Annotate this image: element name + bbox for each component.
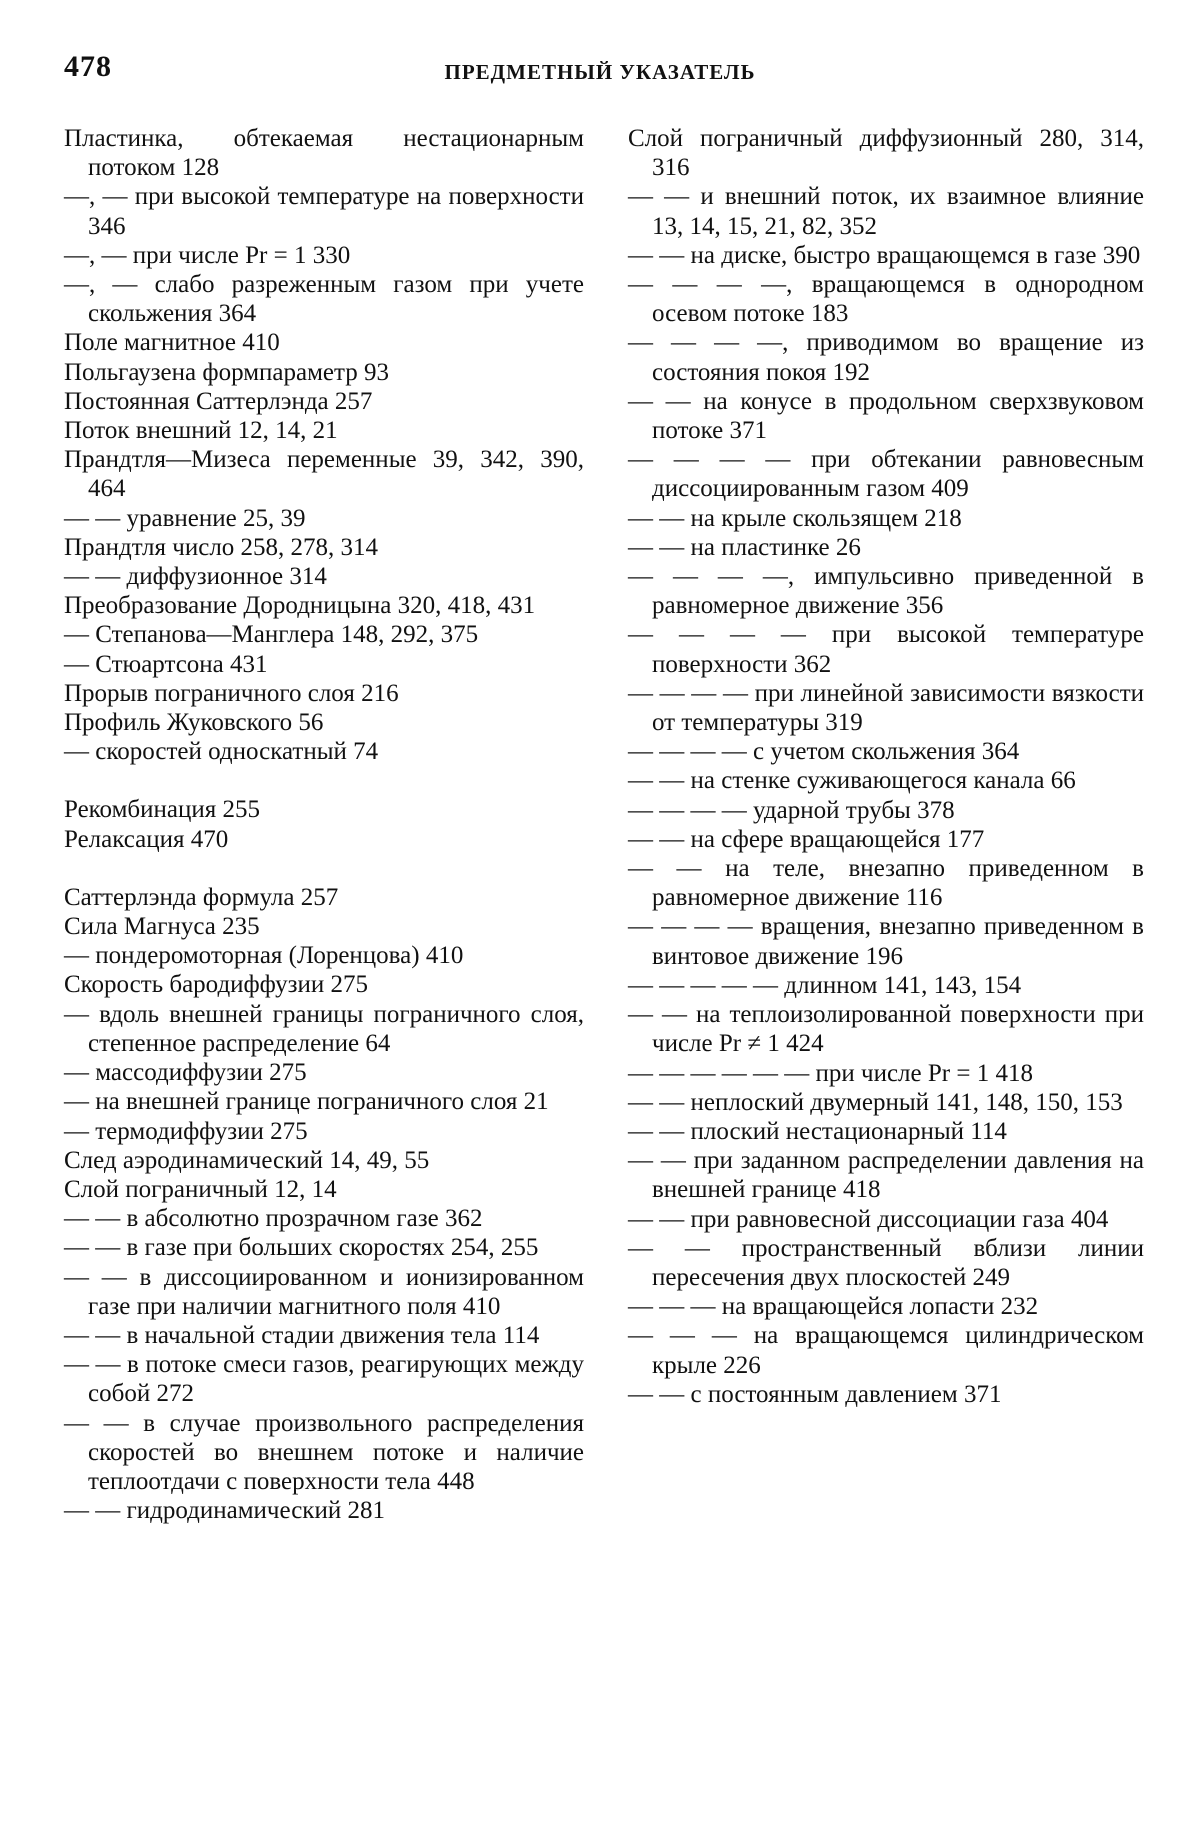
index-column-right [628,124,1144,1409]
index-entry: — — в случае произвольного распределения скоростей во внешнем потоке и наличие теплоотдачи с поверхности тела 448 [64,1409,584,1495]
index-entry: — — на сфере вращающейся 177 [628,825,985,853]
index-entry: След аэродинамический 14, 49, 55 [64,1146,430,1174]
index-entry: — — на теплоизолированной поверхности при числе Pr ≠ 1 424 [628,1001,1144,1058]
index-entry: — вдоль внешней границы пограничного слоя, степенное распределение 64 [64,1000,584,1057]
index-entry: — — при равновесной диссоциации газа 404 [628,1205,1109,1233]
index-entry: — — — — при высокой температуре поверхности 362 [628,621,1144,678]
index-entry: Прандтля число 258, 278, 314 [64,533,379,561]
index-entry: — — и внешний поток, их взаимное влияние 13, 14, 15, 21, 82, 352 [628,183,1144,240]
index-entry: — — пространственный вблизи линии пересечения двух плоскостей 249 [628,1234,1144,1291]
index-entry: —, — при числе Pr = 1 330 [64,241,351,269]
index-entry: — — в абсолютно прозрачном газе 362 [64,1205,483,1233]
index-entry: Релаксация 470 [64,825,229,853]
index-entry: Преобразование Дородницына 320, 418, 431 [64,592,536,620]
index-entry: Скорость бародиффузии 275 [64,971,369,999]
index-entry: —, — слабо разреженным газом при учете скольжения 364 [64,271,584,328]
index-entry: Слой пограничный диффузионный 280, 314, 316 [628,125,1144,182]
index-entry: Профиль Жуковского 56 [64,709,324,737]
index-column-left [64,124,584,1525]
index-entry: — — на теле, внезапно приведенном в равномерное движение 116 [628,855,1144,912]
index-entry: — — в газе при больших скоростях 254, 255 [64,1234,539,1262]
index-entry: — — — —, вращающемся в однородном осевом потоке 183 [628,271,1144,328]
index-entry: — — в потоке смеси газов, реагирующих между собой 272 [64,1351,584,1408]
index-entry: — Степанова—Манглера 148, 292, 375 [64,621,479,649]
index-entry: Постоянная Саттерлэнда 257 [64,387,373,415]
index-entry: — — — — — — при числе Pr = 1 418 [628,1059,1033,1087]
index-entry: — — — на вращающейся лопасти 232 [628,1293,1039,1321]
index-entry: — — — — с учетом скольжения 364 [628,738,1020,766]
index-entry: Поток внешний 12, 14, 21 [64,417,338,445]
index-entry: — — — —, импульсивно приведенной в равномерное движение 356 [628,563,1144,620]
running-head: ПРЕДМЕТНЫЙ УКАЗАТЕЛЬ [444,60,756,84]
index-entry: — — — —, приводимом во вращение из состояния покоя 192 [628,329,1144,386]
index-entry: Прандтля—Мизеса переменные 39, 342, 390, 464 [64,446,584,503]
index-entry: — пондеромоторная (Лоренцова) 410 [64,942,464,970]
index-entry: — — на стенке суживающегося канала 66 [628,767,1076,795]
index-entry: — — при заданном распределении давления на внешней границе 418 [628,1147,1144,1204]
index-entry: Сила Магнуса 235 [64,913,260,941]
index-entry: — — — — вращения, внезапно приведенном в винтовое движение 196 [628,913,1144,970]
index-entry: Рекомбинация 255 [64,796,260,824]
index-entry: — — — — при обтекании равновесным диссоциированным газом 409 [628,446,1144,503]
index-entry: — — на конусе в продольном сверхзвуковом потоке 371 [628,387,1144,445]
index-entry: Поле магнитное 410 [64,329,280,357]
index-entry: — — на диске, быстро вращающемся в газе 390 [628,241,1141,269]
index-entry: — — гидродинамический 281 [64,1497,385,1525]
index-entry: Саттерлэнда формула 257 [64,883,339,911]
page-number: 478 [64,50,112,83]
index-entry: — — — — — длинном 141, 143, 154 [628,971,1022,999]
index-entry: — — — — ударной трубы 378 [628,796,955,824]
index-entry: — — — на вращающемся цилиндрическом крыле 226 [628,1322,1144,1379]
index-entry: — — на крыле скользящем 218 [628,504,962,532]
index-entry: — — диффузионное 314 [64,563,327,591]
index-entry: Польгаузена формпараметр 93 [64,358,389,386]
index-entry: — — плоский нестационарный 114 [628,1117,1007,1145]
index-entry: —, — при высокой температуре на поверхности 346 [64,183,584,240]
index-entry: Пластинка, обтекаемая нестационарным потоком 128 [64,125,584,182]
index-entry: — термодиффузии 275 [64,1117,308,1145]
index-entry: — — на пластинке 26 [628,533,861,561]
index-entry: — — — — при линейной зависимости вязкости от температуры 319 [628,679,1144,737]
index-entry: — — уравнение 25, 39 [64,504,306,532]
index-entry: — Стюартсона 431 [64,650,268,678]
section-gap [64,766,584,795]
section-gap [64,854,584,883]
index-entry: — — в диссоциированном и ионизированном газе при наличии магнитного поля 410 [64,1263,584,1320]
index-entry: — — в начальной стадии движения тела 114 [64,1321,540,1349]
index-entry: — — с постоянным давлением 371 [628,1380,1002,1408]
index-entry: — скоростей односкатный 74 [64,738,379,766]
index-entry: — — неплоский двумерный 141, 148, 150, 153 [628,1088,1123,1116]
index-entry: — массодиффузии 275 [64,1059,307,1087]
index-entry: — на внешней границе пограничного слоя 21 [64,1088,549,1116]
index-entry: Слой пограничный 12, 14 [64,1175,337,1203]
index-entry: Прорыв пограничного слоя 216 [64,679,399,707]
